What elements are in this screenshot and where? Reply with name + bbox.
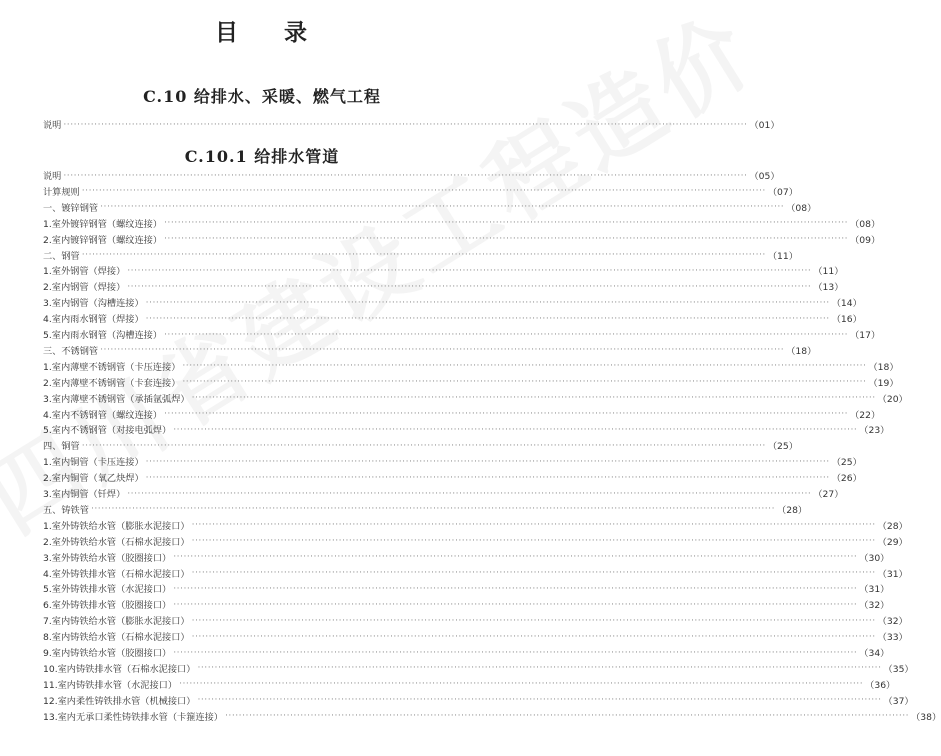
toc-leader-dots: ········································································································································································································	[127, 487, 812, 499]
toc-entry-page: （18）	[868, 361, 899, 373]
toc-entry[interactable]	[43, 676, 896, 692]
toc-leader-dots: ········································································································································································································	[173, 551, 858, 563]
toc-entry-page: （11）	[767, 250, 798, 262]
toc-entry-page: （13）	[813, 282, 844, 294]
toc-entry-page: （27）	[813, 489, 844, 500]
toc-leader-dots: ········································································································································································································	[145, 471, 830, 483]
toc-leader-dots: ········································································································································································································	[173, 423, 858, 435]
toc-leader-dots: ········································································································································································································	[191, 392, 876, 404]
toc-entry-label: 10.室内铸铁排水管（石棉水泥接口）	[43, 663, 196, 675]
toc-leader-dots: ········································································································································································································	[182, 360, 867, 372]
toc-entry[interactable]	[43, 390, 908, 406]
toc-entry-label: 四、铜管	[43, 441, 80, 453]
toc-leader-dots: ········································································································································································································	[164, 217, 849, 229]
toc-entry[interactable]	[43, 116, 780, 132]
toc-leader-dots: ········································································································································································································	[127, 280, 812, 292]
toc-entry[interactable]	[43, 437, 798, 453]
toc-entry-page: （07）	[767, 186, 798, 198]
chapter-title: C.10 给排水、采暖、燃气工程	[143, 87, 381, 106]
toc-entry-page: （25）	[767, 441, 798, 453]
toc-entry-label: 4.室内不锈钢管（螺纹连接）	[43, 409, 163, 421]
toc-entry[interactable]	[43, 358, 899, 374]
toc-entry-label: 3.室外铸铁给水管（胶圈接口）	[43, 552, 172, 564]
page-title-char-2: 录	[284, 20, 309, 46]
toc-leader-dots: ········································································································································································································	[164, 233, 849, 245]
toc-entry-label: 1.室外钢管（焊接）	[43, 266, 126, 278]
toc-entry-label: 4.室内雨水钢管（焊接）	[43, 314, 144, 326]
toc-entry-label: 1.室内铜管（卡压连接）	[43, 457, 144, 469]
toc-leader-dots: ········································································································································································································	[182, 376, 867, 388]
toc-entry[interactable]	[43, 342, 817, 358]
toc-entry[interactable]	[43, 310, 862, 326]
toc-entry-label: 1.室外镀锌钢管（螺纹连接）	[43, 218, 163, 230]
toc-leader-dots: ········································································································································································································	[127, 264, 812, 276]
toc-leader-dots: ········································································································································································································	[100, 344, 785, 356]
toc-entry-page: （20）	[877, 393, 908, 405]
toc-entry[interactable]	[43, 278, 844, 294]
toc-entry-page: （36）	[865, 679, 896, 691]
toc-entry-page: （05）	[749, 171, 780, 182]
toc-entry-page: （26）	[831, 473, 862, 485]
toc-entry[interactable]	[43, 692, 914, 708]
toc-entry[interactable]	[43, 421, 890, 437]
toc-entry[interactable]	[43, 612, 908, 628]
toc-entry-label: 5.室内雨水钢管（沟槽连接）	[43, 330, 163, 341]
toc-entry-page: （34）	[859, 648, 890, 659]
toc-entry[interactable]	[43, 406, 881, 422]
toc-entry-page: （35）	[883, 663, 914, 675]
toc-entry[interactable]	[43, 485, 844, 501]
toc-entry-page: （16）	[831, 314, 862, 326]
toc-entry[interactable]	[43, 517, 908, 533]
toc-entry-label: 6.室外铸铁排水管（胶圈接口）	[43, 600, 172, 612]
toc-leader-dots: ········································································································································································································	[145, 296, 830, 308]
toc-entry[interactable]	[43, 453, 862, 469]
toc-entry-label: 9.室内铸铁给水管（胶圈接口）	[43, 648, 172, 659]
toc-entry[interactable]	[43, 469, 862, 485]
toc-entry-page: （31）	[859, 584, 890, 596]
toc-entry[interactable]	[43, 183, 798, 199]
toc-entry-label: 说明	[43, 171, 62, 182]
toc-entry[interactable]	[43, 549, 890, 565]
toc-entry-label: 1.室内薄壁不锈钢管（卡压连接）	[43, 361, 181, 373]
toc-entry-label: 5.室内不锈钢管（对接电弧焊）	[43, 425, 172, 437]
toc-leader-dots: ········································································································································································································	[173, 582, 858, 594]
toc-entry-page: （08）	[850, 218, 881, 230]
toc-entry-page: （25）	[831, 457, 862, 469]
toc-entry[interactable]	[43, 199, 817, 215]
toc-entry-page: （31）	[877, 568, 908, 580]
toc-leader-dots: ········································································································································································································	[191, 567, 876, 578]
toc-leader-dots: ········································································································································································································	[63, 118, 748, 130]
toc-entry-label: 12.室内柔性铸铁排水管（机械接口）	[43, 695, 196, 707]
toc-leader-dots: ········································································································································································································	[191, 630, 876, 642]
toc-entry-label: 2.室内薄壁不锈钢管（卡套连接）	[43, 377, 181, 389]
toc-entry-page: （32）	[877, 616, 908, 628]
toc-entry-page: （32）	[859, 600, 890, 612]
toc-entry[interactable]	[43, 262, 844, 278]
toc-entry-label: 4.室外铸铁排水管（石棉水泥接口）	[43, 568, 190, 580]
toc-entry[interactable]	[43, 596, 890, 612]
toc-leader-dots: ········································································································································································································	[179, 678, 864, 690]
toc-entry-label: 二、钢管	[43, 250, 80, 262]
toc-entry-page: （23）	[859, 425, 890, 437]
toc-leader-dots: ········································································································································································································	[145, 455, 830, 467]
toc-entry-page: （37）	[883, 695, 914, 707]
toc-entry[interactable]	[43, 580, 890, 596]
toc-entry[interactable]	[43, 326, 881, 342]
toc-entry-label: 2.室内镀锌钢管（螺纹连接）	[43, 234, 163, 246]
toc-entry[interactable]	[43, 215, 881, 231]
toc-entry-label: 一、镀锌钢管	[43, 202, 99, 214]
toc-leader-dots: ········································································································································································································	[191, 535, 876, 547]
toc-leader-dots: ········································································································································································································	[164, 328, 849, 340]
toc-entry-label: 3.室内薄壁不锈钢管（承插氩弧焊）	[43, 393, 190, 405]
toc-entry[interactable]	[43, 644, 890, 660]
toc-entry-page: （09）	[850, 234, 881, 246]
toc-leader-dots: ········································································································································································································	[225, 710, 910, 722]
toc-entry-page: （18）	[786, 345, 817, 357]
toc-leader-dots: ········································································································································································································	[197, 694, 882, 706]
toc-entry-label: 13.室内无承口柔性铸铁排水管（卡箍连接）	[43, 711, 223, 723]
toc-entry-label: 8.室内铸铁给水管（石棉水泥接口）	[43, 632, 190, 644]
toc-entry-label: 2.室外铸铁给水管（石棉水泥接口）	[43, 536, 190, 548]
section-title: C.10.1 给排水管道	[184, 147, 340, 166]
toc-leader-dots: ········································································································································································································	[173, 646, 858, 658]
toc-entry-page: （28）	[877, 520, 908, 532]
toc-entry-label: 2.室内铜管（氧乙炔焊）	[43, 473, 144, 485]
toc-entry-label: 1.室外铸铁给水管（膨胀水泥接口）	[43, 520, 190, 532]
toc-entry-page: （29）	[877, 536, 908, 548]
toc-entry-page: （19）	[868, 377, 899, 389]
toc-entry[interactable]	[43, 565, 908, 581]
toc-leader-dots: ········································································································································································································	[81, 185, 766, 197]
toc-entry-page: （01）	[749, 120, 780, 131]
toc-entry[interactable]	[43, 708, 941, 724]
toc-entry-label: 3.室内钢管（沟槽连接）	[43, 298, 144, 310]
toc-leader-dots: ········································································································································································································	[191, 614, 876, 626]
page-title-char-1: 目	[215, 20, 240, 46]
toc-entry-label: 3.室内铜管（钎焊）	[43, 489, 126, 500]
toc-entry[interactable]	[43, 501, 808, 517]
toc-leader-dots: ········································································································································································································	[164, 408, 849, 419]
toc-entry-page: （17）	[850, 330, 881, 341]
toc-entry[interactable]	[43, 294, 862, 310]
toc-leader-dots: ········································································································································································································	[81, 249, 766, 260]
toc-entry-label: 五、铸铁管	[43, 504, 89, 516]
toc-entry[interactable]	[43, 374, 899, 390]
toc-entry-label: 计算规则	[43, 186, 80, 198]
toc-entry-page: （11）	[813, 266, 844, 278]
toc-entry-label: 7.室内铸铁给水管（膨胀水泥接口）	[43, 616, 190, 628]
toc-entry-label: 2.室内钢管（焊接）	[43, 282, 126, 294]
toc-entry[interactable]	[43, 231, 881, 247]
toc-entry-label: 三、不锈钢管	[43, 345, 99, 357]
toc-leader-dots: ········································································································································································································	[173, 598, 858, 610]
toc-entry-page: （08）	[786, 202, 817, 214]
toc-leader-dots: ········································································································································································································	[63, 169, 748, 181]
toc-entry-label: 说明	[43, 120, 62, 131]
toc-entry[interactable]	[43, 533, 908, 549]
toc-leader-dots: ········································································································································································································	[81, 439, 766, 451]
toc-entry[interactable]	[43, 167, 780, 183]
toc-entry-page: （14）	[831, 298, 862, 310]
toc-entry-page: （33）	[877, 632, 908, 644]
toc-entry-page: （30）	[859, 552, 890, 564]
toc-leader-dots: ········································································································································································································	[100, 201, 785, 213]
toc-leader-dots: ········································································································································································································	[145, 312, 830, 324]
toc-entry-label: 11.室内铸铁排水管（水泥接口）	[43, 679, 178, 691]
toc-entry-page: （28）	[777, 504, 808, 516]
toc-entry-page: （22）	[850, 409, 881, 421]
toc-entry-label: 5.室外铸铁排水管（水泥接口）	[43, 584, 172, 596]
toc-leader-dots: ········································································································································································································	[197, 662, 882, 674]
page-title	[0, 14, 524, 47]
toc-entry[interactable]	[43, 660, 914, 676]
toc-leader-dots: ········································································································································································································	[191, 519, 876, 531]
toc-leader-dots: ········································································································································································································	[90, 503, 776, 515]
toc-entry[interactable]	[43, 247, 798, 263]
toc-entry[interactable]	[43, 628, 908, 644]
toc-entry-page: （38）	[911, 711, 941, 723]
